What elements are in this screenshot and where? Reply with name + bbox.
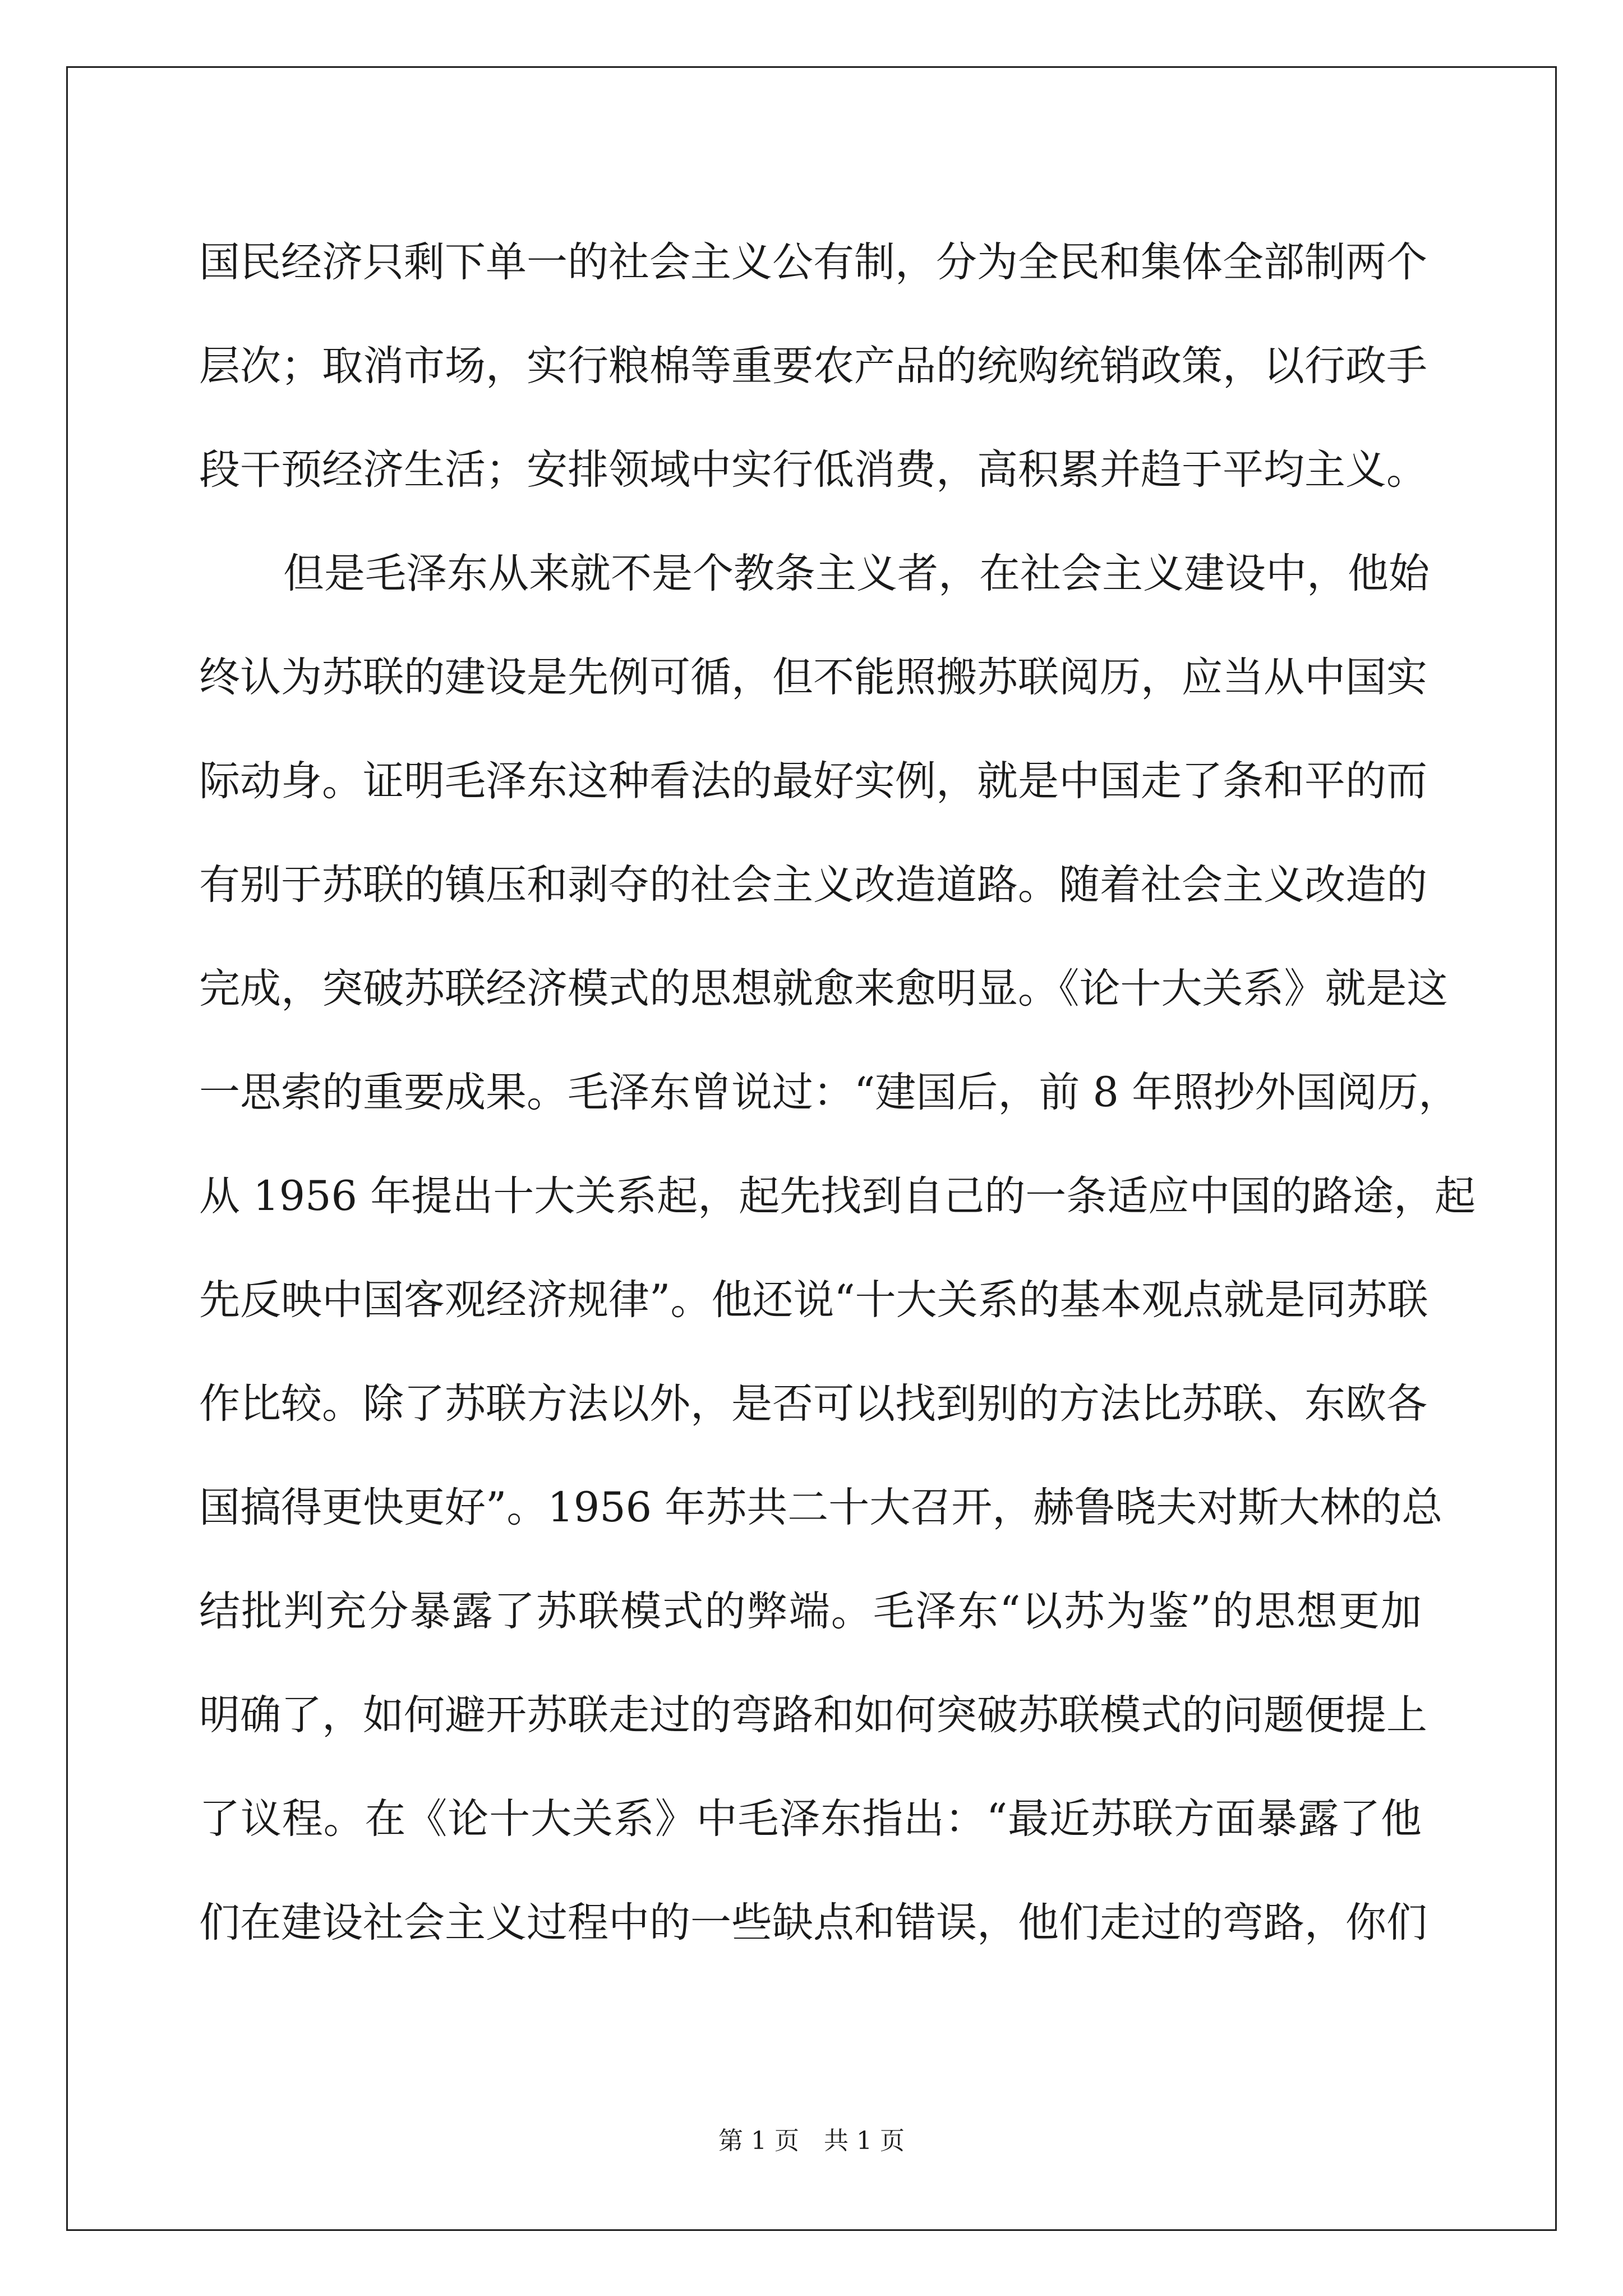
text-line: 层次；取消市场，实行粮棉等重要农产品的统购统销政策，以行政手 [199, 342, 1427, 390]
text-line: 但是毛泽东从来就不是个教条主义者，在社会主义建设中，他始 [283, 550, 1430, 597]
text-line: 国民经济只剩下单一的社会主义公有制，分为全民和集体全部制两个 [199, 238, 1427, 286]
text-line: 终认为苏联的建设是先例可循，但不能照搬苏联阅历，应当从中国实 [199, 654, 1427, 701]
text-line: 一思索的重要成果。毛泽东曾说过：“建国后，前 8 年照抄外国阅历， [199, 1069, 1460, 1116]
text-line: 完成，突破苏联经济模式的思想就愈来愈明显。《论十大关系》就是这 [199, 965, 1448, 1013]
text-line: 际动身。证明毛泽东这种看法的最好实例，就是中国走了条和平的而 [199, 757, 1427, 805]
text-line: 明确了，如何避开苏联走过的弯路和如何突破苏联模式的问题便提上 [199, 1691, 1427, 1739]
text-line: 们在建设社会主义过程中的一些缺点和错误，他们走过的弯路，你们 [199, 1899, 1427, 1947]
page-number: 第 1 页 共 1 页 [718, 2127, 905, 2155]
text-line: 段干预经济生活；安排领域中实行低消费，高积累并趋于平均主义。 [199, 446, 1427, 494]
text-line: 国搞得更快更好”。1956 年苏共二十大召开，赫鲁晓夫对斯大林的总 [199, 1484, 1443, 1531]
text-line: 作比较。除了苏联方法以外，是否可以找到别的方法比苏联、东欧各 [199, 1380, 1427, 1428]
document-body [199, 210, 1476, 1975]
text-line: 了议程。在《论十大关系》中毛泽东指出：“最近苏联方面暴露了他 [199, 1795, 1422, 1843]
text-line: 从 1956 年提出十大关系起，起先找到自己的一条适应中国的路途，起 [199, 1172, 1476, 1220]
text-line: 有别于苏联的镇压和剥夺的社会主义改造道路。随着社会主义改造的 [199, 861, 1427, 909]
text-line: 先反映中国客观经济规律”。他还说“十大关系的基本观点就是同苏联 [199, 1276, 1428, 1324]
text-line: 结批判充分暴露了苏联模式的弊端。毛泽东“以苏为鉴”的思想更加 [199, 1588, 1422, 1635]
